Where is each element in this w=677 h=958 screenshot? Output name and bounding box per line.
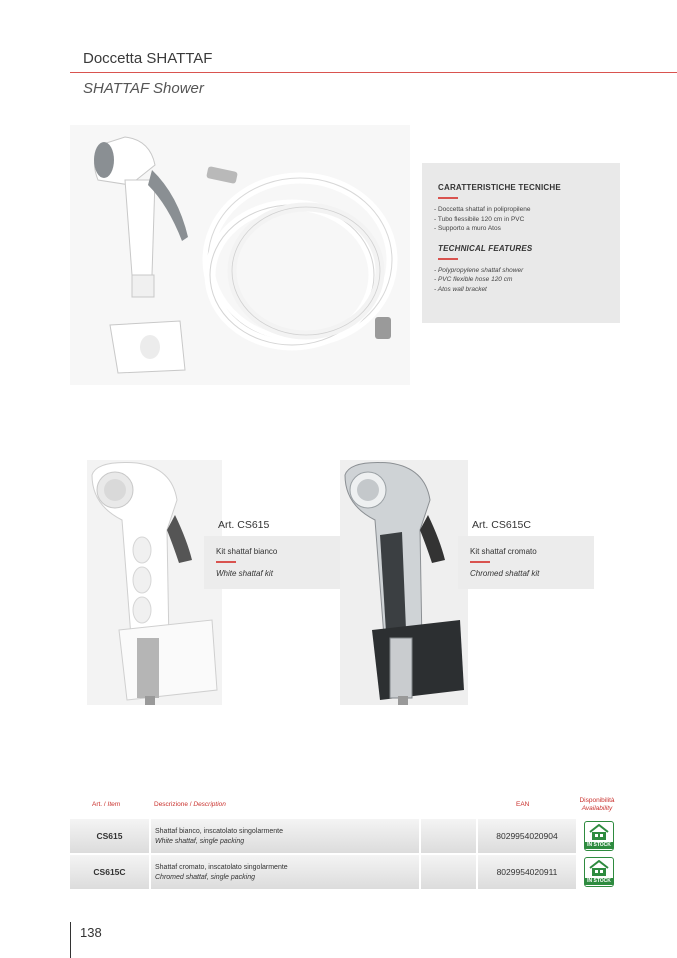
availability-cell <box>578 855 620 889</box>
product-name-it: Kit shattaf cromato <box>470 547 537 556</box>
feature-item: - Supporto a muro Atos <box>434 225 501 232</box>
accent-dash <box>470 561 490 563</box>
empty-cell <box>421 819 476 853</box>
article-code-cs615: Art. CS615 <box>218 519 270 531</box>
accent-dash <box>438 197 458 199</box>
white-shattaf-photo <box>87 460 222 705</box>
table-row <box>70 855 620 889</box>
column-header-availability: Disponibilità Availability <box>579 797 615 812</box>
product-name-en: Chromed shattaf kit <box>470 568 540 578</box>
item-code: CS615 <box>70 819 149 853</box>
feature-item: - Polypropylene shattaf shower <box>434 266 524 274</box>
availability-cell <box>578 819 620 853</box>
page-number-divider <box>70 922 71 958</box>
product-name-it: Kit shattaf bianco <box>216 547 278 556</box>
page-number: 138 <box>80 925 102 940</box>
shattaf-kit-photo <box>70 125 410 385</box>
accent-dash <box>216 561 236 563</box>
technical-features-panel <box>422 163 620 323</box>
feature-item: - PVC flexible hose 120 cm <box>434 276 513 283</box>
feature-item: - Doccetta shattaf in polipropilene <box>434 206 531 213</box>
article-code-cs615c: Art. CS615C <box>472 519 531 531</box>
features-heading-it: CARATTERISTICHE TECNICHE <box>438 183 561 192</box>
product-card-cs615c <box>458 536 594 589</box>
ean-code: 8029954020911 <box>478 855 576 889</box>
item-description: Shattaf cromato, inscatolato singolarmente Chromed shattaf, single packing <box>151 855 419 889</box>
in-stock-icon: IN STOCK <box>584 857 614 887</box>
accent-dash <box>438 258 458 260</box>
page-title: Doccetta SHATTAF <box>83 50 213 67</box>
column-header-ean: EAN <box>516 801 530 808</box>
page-subtitle: SHATTAF Shower <box>83 80 204 97</box>
features-heading-en: TECHNICAL FEATURES <box>438 243 533 253</box>
ean-code: 8029954020904 <box>478 819 576 853</box>
in-stock-icon: IN STOCK <box>584 821 614 851</box>
column-header-item: Art. / Item <box>92 801 121 808</box>
chromed-shattaf-photo <box>340 460 468 705</box>
feature-item: - Atos wall bracket <box>434 285 487 293</box>
item-code: CS615C <box>70 855 149 889</box>
title-divider <box>70 72 677 73</box>
product-card-cs615 <box>204 536 340 589</box>
product-name-en: White shattaf kit <box>216 568 273 578</box>
table-row <box>70 819 620 853</box>
column-header-description: Descrizione / Description <box>154 801 226 808</box>
empty-cell <box>421 855 476 889</box>
item-description: Shattaf bianco, inscatolato singolarmente White shattaf, single packing <box>151 819 419 853</box>
feature-item: - Tubo flessibile 120 cm in PVC <box>434 215 525 223</box>
